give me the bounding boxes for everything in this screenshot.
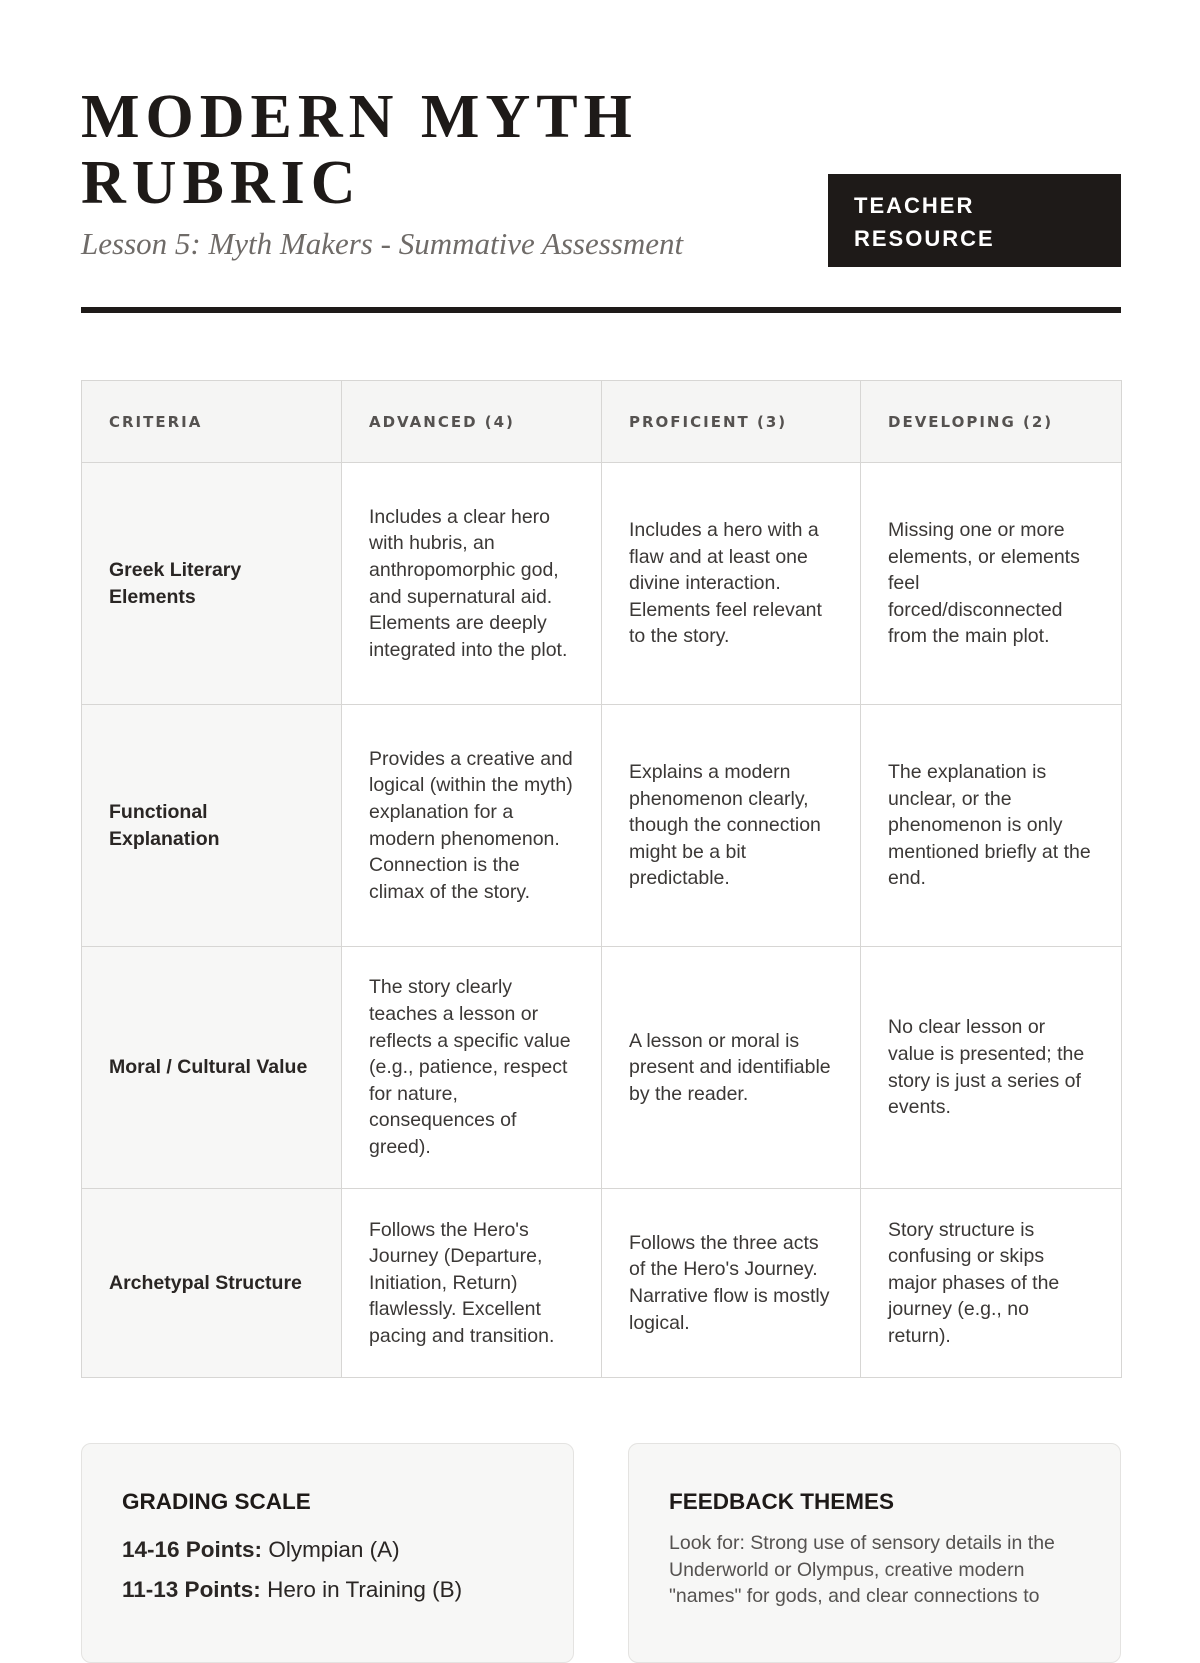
advanced-cell: Follows the Hero's Journey (Departure, Initiation, Return) flawlessly. Excellent pacing and transition. (342, 1189, 602, 1378)
feedback-themes-text: Look for: Strong use of sensory details in the Underworld or Olympus, creative modern "names" for gods, and clear connections to (669, 1532, 1055, 1608)
column-header-developing: DEVELOPING (2) (861, 381, 1122, 463)
feedback-themes-card (628, 1443, 1121, 1663)
badge-line-2: RESOURCE (854, 226, 995, 251)
grade-label: Olympian (A) (268, 1537, 400, 1562)
rubric-page (81, 0, 1121, 1608)
rubric-header-row (82, 381, 1122, 463)
criteria-cell: Greek Literary Elements (82, 463, 342, 705)
table-row (82, 947, 1122, 1189)
feedback-themes-heading: FEEDBACK THEMES (669, 1489, 895, 1514)
badge-line-1: TEACHER (854, 193, 975, 218)
criteria-cell: Moral / Cultural Value (82, 947, 342, 1189)
grade-label: Hero in Training (B) (267, 1577, 463, 1602)
table-row (82, 1189, 1122, 1378)
grade-points: 11-13 Points: (122, 1577, 261, 1602)
column-header-criteria: CRITERIA (82, 381, 342, 463)
rubric-table (81, 380, 1122, 1378)
summary-cards (81, 1443, 1121, 1643)
developing-cell: Missing one or more elements, or elements feel forced/disconnected from the main plot. (861, 463, 1122, 705)
header-divider (81, 307, 1121, 313)
developing-cell: The explanation is unclear, or the phenomenon is only mentioned briefly at the end. (861, 705, 1122, 947)
column-header-proficient: PROFICIENT (3) (602, 381, 861, 463)
grade-scale-item (122, 1570, 533, 1610)
table-row (82, 705, 1122, 947)
page-subtitle: Lesson 5: Myth Makers - Summative Assessment (81, 226, 684, 261)
grading-scale-card (81, 1443, 574, 1663)
criteria-cell: Functional Explanation (82, 705, 342, 947)
advanced-cell: Includes a clear hero with hubris, an anthropomorphic god, and supernatural aid. Elements are deeply integrated into the plot. (342, 463, 602, 705)
proficient-cell: A lesson or moral is present and identifiable by the reader. (602, 947, 861, 1189)
table-row (82, 463, 1122, 705)
column-header-advanced: ADVANCED (4) (342, 381, 602, 463)
title-line-1: MODERN MYTH (81, 83, 638, 151)
teacher-resource-badge (828, 174, 1121, 267)
proficient-cell: Explains a modern phenomenon clearly, though the connection might be a bit predictable. (602, 705, 861, 947)
advanced-cell: Provides a creative and logical (within the myth) explanation for a modern phenomenon. Connection is the climax of the story. (342, 705, 602, 947)
grade-scale-item (122, 1530, 533, 1570)
proficient-cell: Follows the three acts of the Hero's Journey. Narrative flow is mostly logical. (602, 1189, 861, 1378)
page-header (81, 84, 1121, 314)
proficient-cell: Includes a hero with a flaw and at least one divine interaction. Elements feel relevant to the story. (602, 463, 861, 705)
developing-cell: No clear lesson or value is presented; the story is just a series of events. (861, 947, 1122, 1189)
title-line-2: RUBRIC (81, 149, 362, 217)
grade-points: 14-16 Points: (122, 1537, 263, 1562)
grading-scale-heading: GRADING SCALE (122, 1489, 311, 1514)
page-title (81, 84, 801, 216)
advanced-cell: The story clearly teaches a lesson or reflects a specific value (e.g., patience, respect for nature, consequences of greed). (342, 947, 602, 1189)
criteria-cell: Archetypal Structure (82, 1189, 342, 1378)
developing-cell: Story structure is confusing or skips major phases of the journey (e.g., no return). (861, 1189, 1122, 1378)
